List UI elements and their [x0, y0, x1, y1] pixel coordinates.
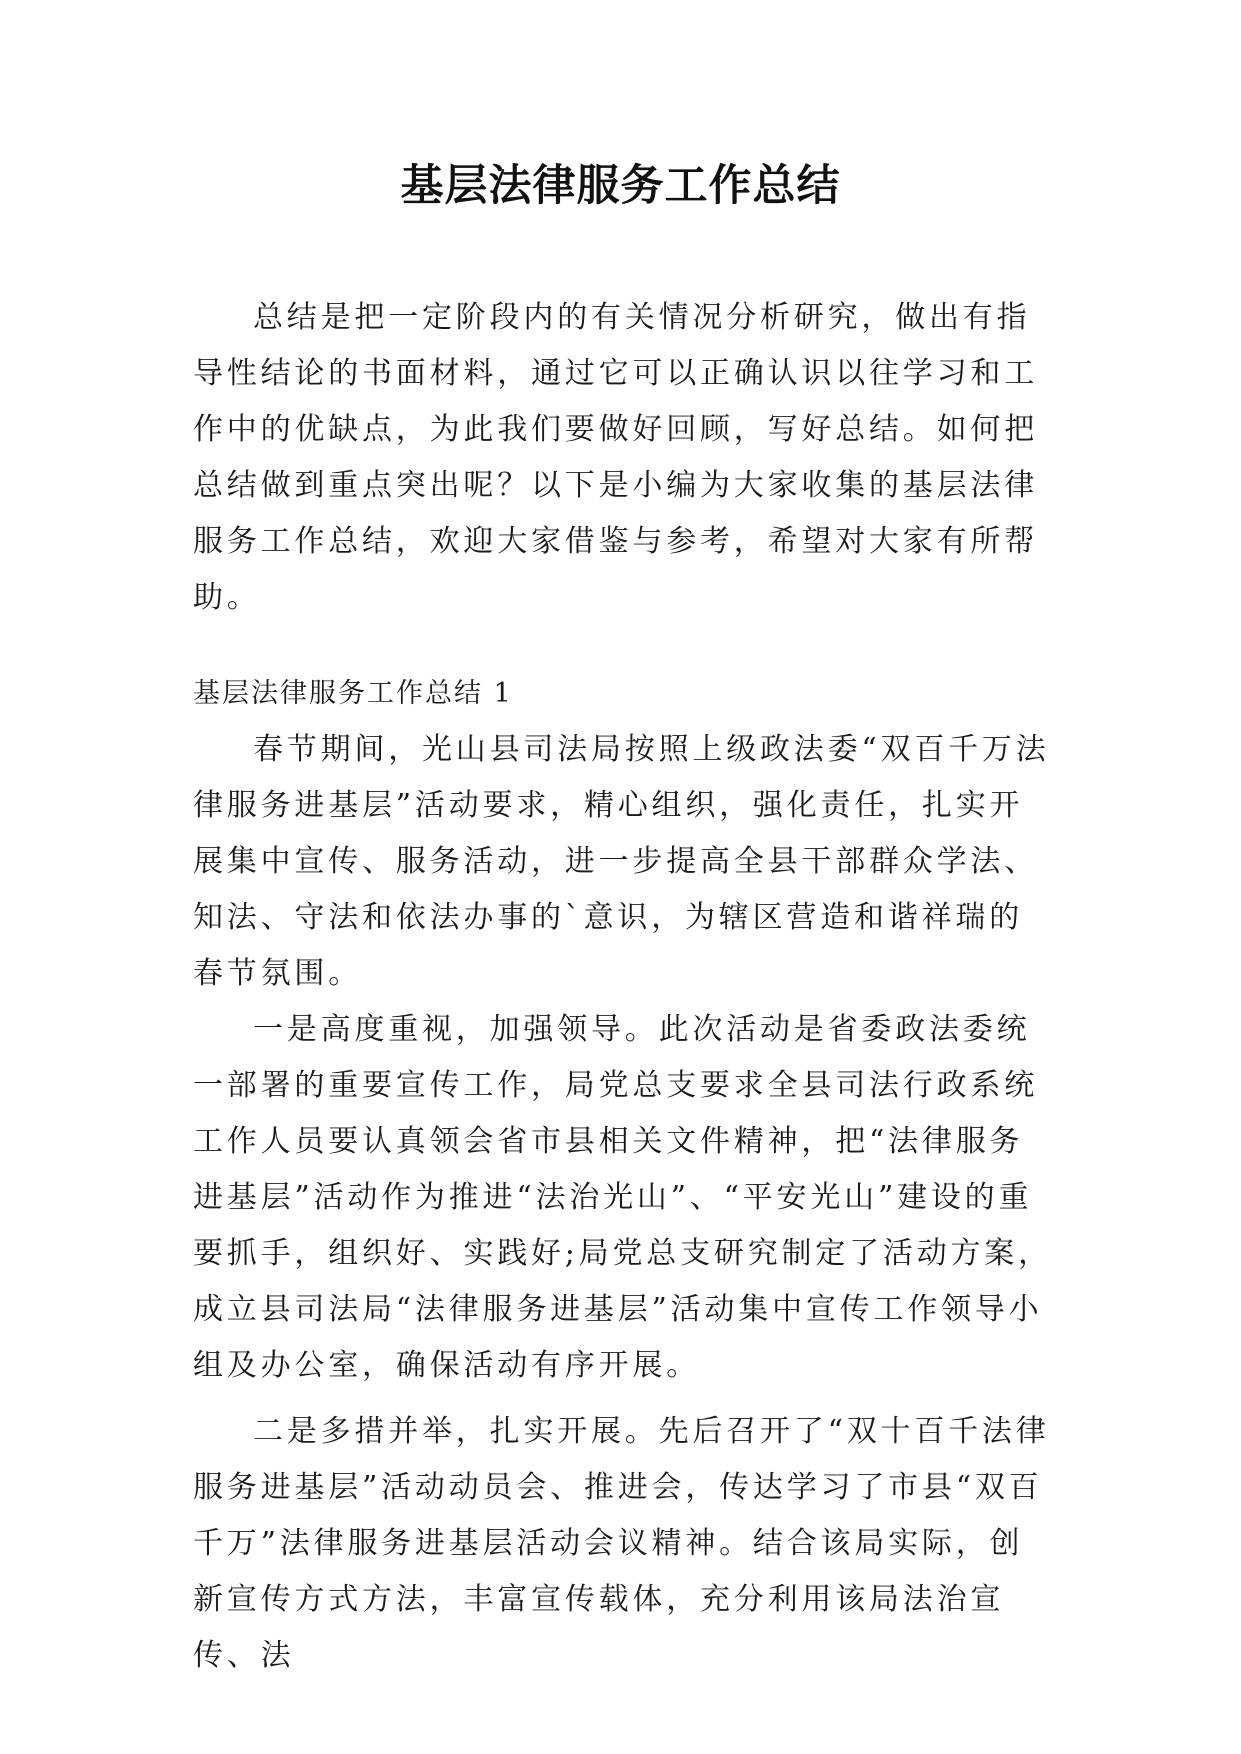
- body-paragraph: 一是高度重视，加强领导。此次活动是省委政法委统一部署的重要宣传工作，局党总支要求全县司法行政系统工作人员要认真领会省市县相关文件精神，把“法律服务进基层”活动作为推进“法治光山”、“平安光山”建设的重要抓手，组织好、实践好;局党总支研究制定了活动方案，成立县司法局“法律服务进基层”活动集中宣传工作领导小组及办公室，确保活动有序开展。: [193, 1012, 1052, 1383]
- document-title: 基层法律服务工作总结: [400, 161, 841, 211]
- body-paragraph: 春节期间，光山县司法局按照上级政法委“双百千万法律服务进基层”活动要求，精心组织，强化责任，扎实开展集中宣传、服务活动，进一步提高全县干部群众学法、知法、守法和依法办事的`意识，为辖区营造和谐祥瑞的春节氛围。: [193, 732, 1050, 991]
- intro-paragraph: 总结是把一定阶段内的有关情况分析研究，做出有指导性结论的书面材料，通过它可以正确认识以往学习和工作中的优缺点，为此我们要做好回顾，写好总结。如何把总结做到重点突出呢？以下是小编为大家收集的基层法律服务工作总结，欢迎大家借鉴与参考，希望对大家有所帮助。: [193, 300, 1038, 615]
- body-paragraph: 二是多措并举，扎实开展。先后召开了“双十百千法律服务进基层”活动动员会、推进会，传达学习了市县“双百千万”法律服务进基层活动会议精神。结合该局实际，创新宣传方式方法，丰富宣传载体，充分利用该局法治宣传、法: [193, 1414, 1050, 1673]
- document-body: [193, 290, 1053, 1684]
- section-heading: 基层法律服务工作总结 1: [193, 678, 513, 709]
